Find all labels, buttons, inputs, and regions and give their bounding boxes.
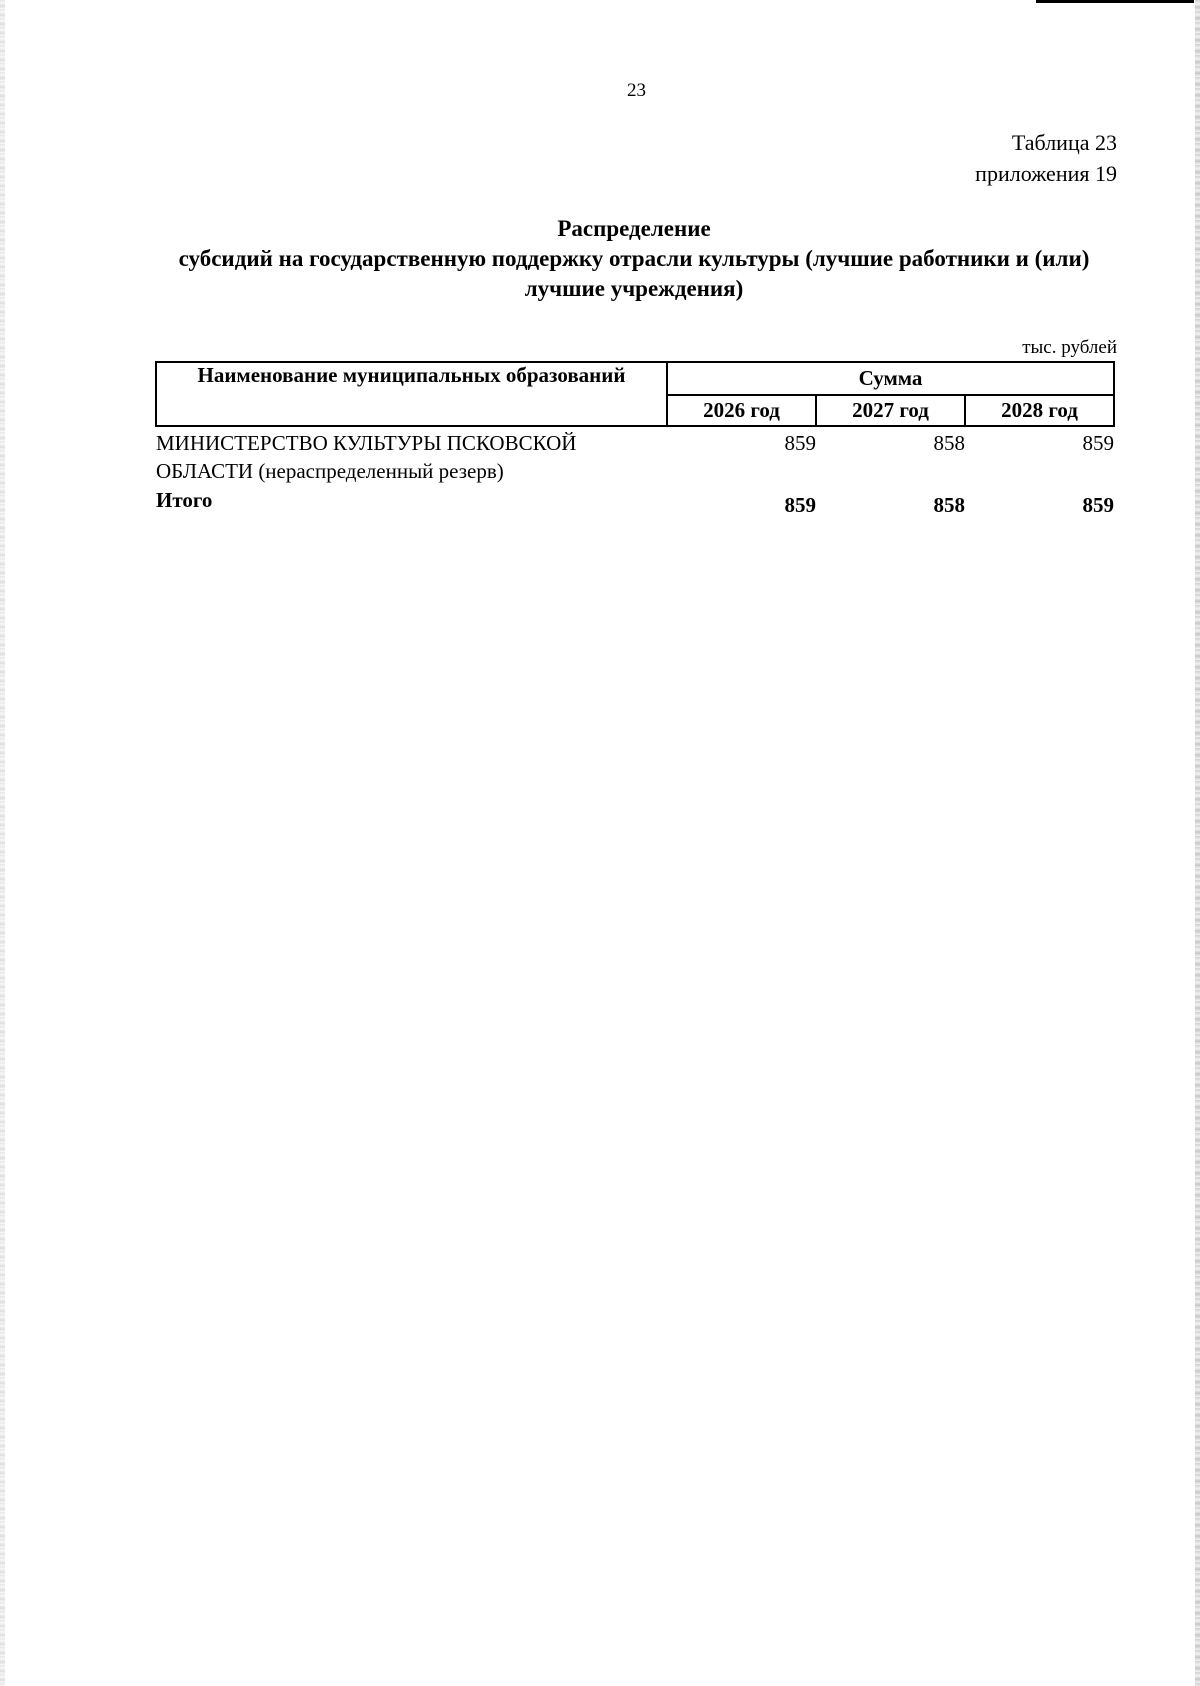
header-year-2026: 2026 год [667,395,816,426]
row-name-line-1: МИНИСТЕРСТВО КУЛЬТУРЫ ПСКОВСКОЙ [156,431,577,455]
appendix-table-number: Таблица 23 [1011,130,1117,155]
row-value-2028: 859 [1082,431,1115,455]
title-line-1: Распределение [557,216,711,241]
document-title [152,214,1116,304]
row-name-cell [156,426,667,485]
title-line-2: субсидий на государственную поддержку отрасли культуры (лучшие работники и (или) [178,246,1090,271]
row-value-2027: 858 [933,431,965,455]
total-value-2027: 858 [933,493,965,517]
scan-edge-left [0,0,5,1686]
total-row [156,485,1114,519]
page-number: 23 [627,80,646,101]
appendix-attachment-number: приложения 19 [975,161,1117,186]
total-value-2028: 859 [1082,493,1115,517]
scan-top-mark [1036,0,1194,3]
table-row [156,426,1114,485]
units-label: тыс. рублей [1022,337,1117,358]
title-line-3: лучшие учреждения) [524,276,744,301]
appendix-reference [975,127,1117,189]
distribution-table [155,361,1115,519]
scan-edge-right [1195,0,1200,1686]
header-year-2027: 2027 год [816,395,965,426]
total-label: Итого [156,488,213,512]
header-year-2028: 2028 год [965,395,1114,426]
row-name-line-2: ОБЛАСТИ (нераспределенный резерв) [156,459,504,483]
header-sum: Сумма [667,362,1114,395]
header-municipality-name: Наименование муниципальных образований [156,362,667,426]
total-value-2026: 859 [784,493,816,517]
row-value-2026: 859 [784,431,816,455]
